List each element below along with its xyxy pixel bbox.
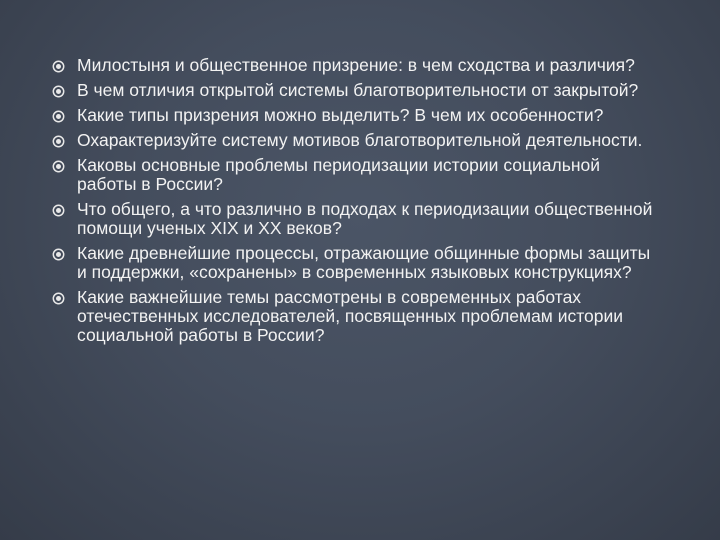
list-item-text: Какие типы призрения можно выделить? В чем их особенности? — [77, 105, 604, 125]
target-circle-icon — [52, 292, 65, 305]
question-list — [52, 56, 662, 351]
list-item — [52, 156, 662, 194]
list-item-text: Охарактеризуйте систему мотивов благотворительной деятельности. — [77, 130, 643, 150]
target-circle-icon — [52, 60, 65, 73]
list-item — [52, 200, 662, 238]
list-item-text: Какие важнейшие темы рассмотрены в современных работах отечественных исследователей, посвященных проблемам истории социальной работы в России? — [77, 287, 624, 345]
list-item-text: В чем отличия открытой системы благотворительности от закрытой? — [77, 80, 639, 100]
list-item — [52, 244, 662, 282]
target-circle-icon — [52, 85, 65, 98]
list-item — [52, 131, 662, 150]
target-circle-icon — [52, 204, 65, 217]
target-circle-icon — [52, 248, 65, 261]
target-circle-icon — [52, 160, 65, 173]
list-item — [52, 56, 662, 75]
target-circle-icon — [52, 110, 65, 123]
list-item-text: Милостыня и общественное призрение: в чем сходства и различия? — [77, 55, 635, 75]
list-item — [52, 106, 662, 125]
list-item-text: Что общего, а что различно в подходах к периодизации общественной помощи ученых XIX и XX веков? — [77, 199, 653, 238]
list-item-text: Каковы основные проблемы периодизации истории социальной работы в России? — [77, 155, 601, 194]
list-item — [52, 288, 662, 345]
target-circle-icon — [52, 135, 65, 148]
list-item-text: Какие древнейшие процессы, отражающие общинные формы защиты и поддержки, «сохранены» в современных языковых конструкциях? — [77, 243, 651, 282]
list-item — [52, 81, 662, 100]
